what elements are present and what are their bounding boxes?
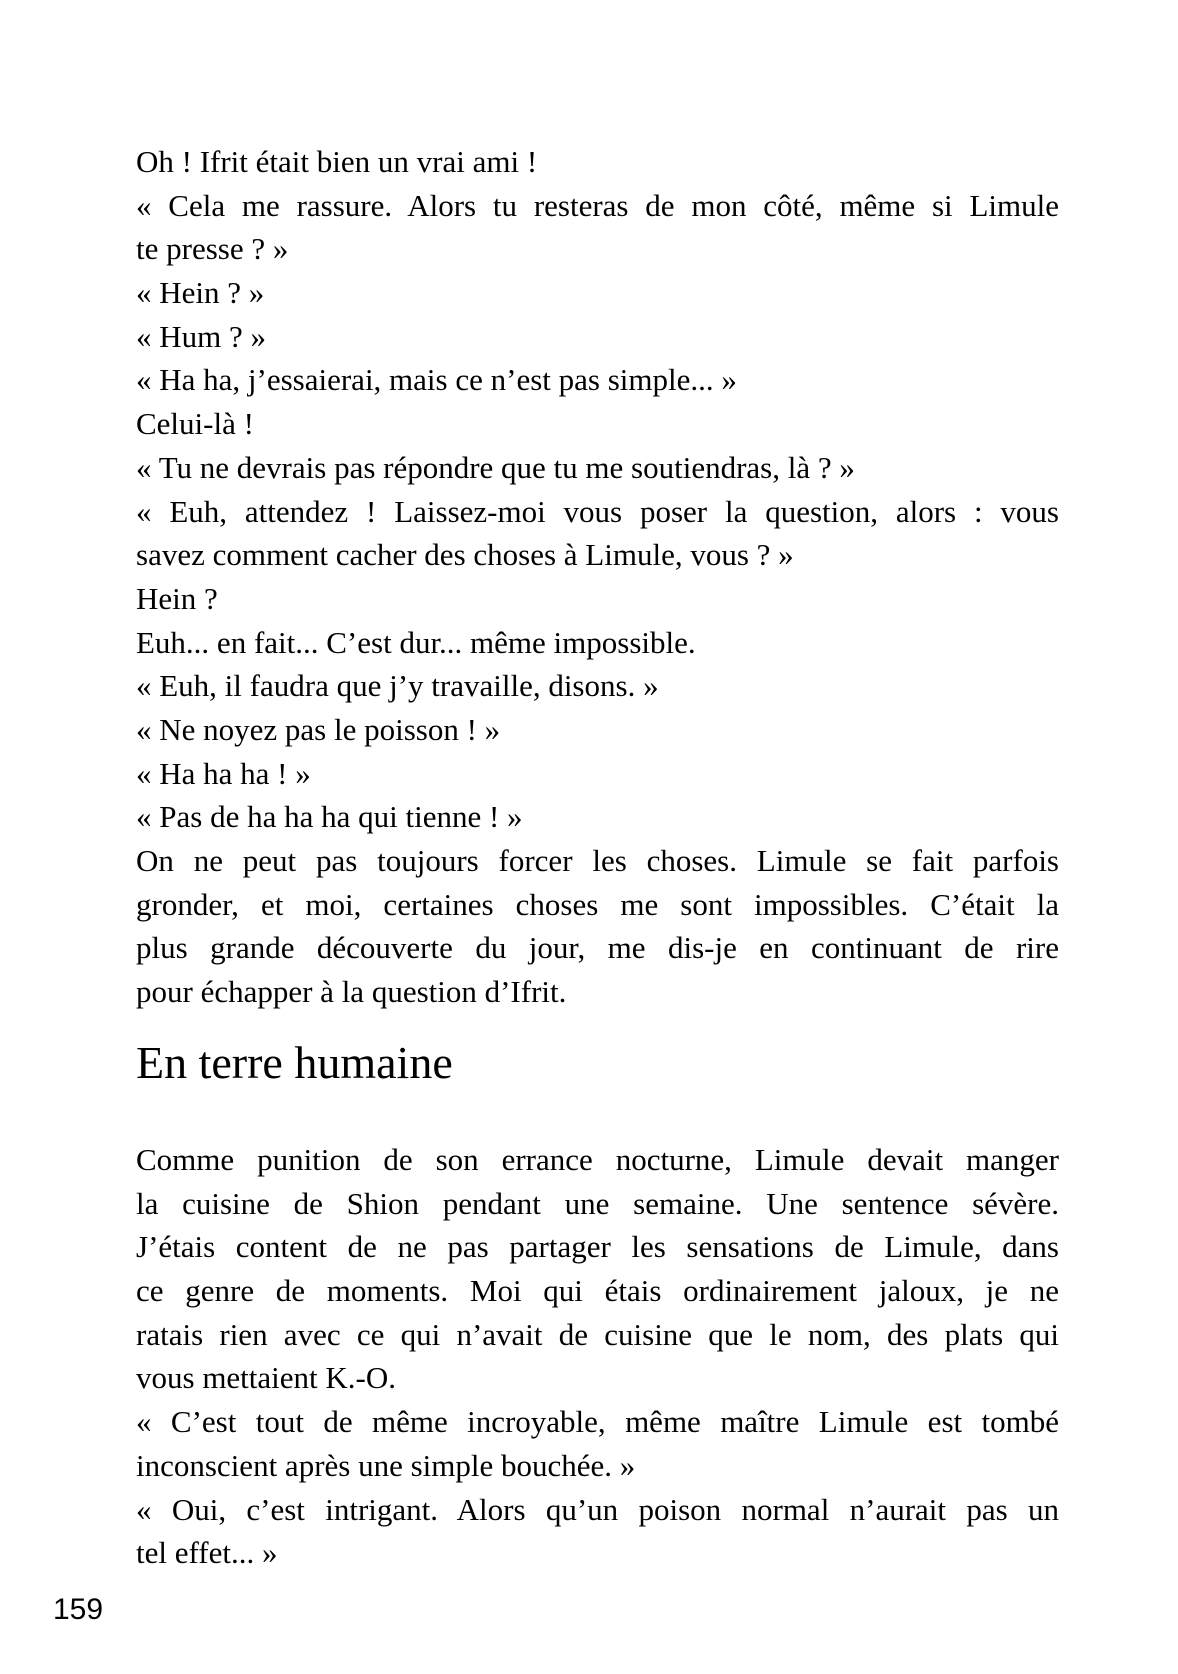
page-number: 159 <box>53 1593 104 1626</box>
text-line: ce genre de moments. Moi qui étais ordinairement jaloux, je ne <box>136 1273 1059 1309</box>
text-line: « Hum ? » <box>136 318 267 354</box>
text-line: « Ne noyez pas le poisson ! » <box>136 711 501 747</box>
text-line: Oh ! Ifrit était bien un vrai ami ! <box>136 144 538 179</box>
text-line: « Euh, attendez ! Laissez-moi vous poser la question, alors : vous <box>136 493 1059 529</box>
text-line: « Hein ? » <box>136 275 265 311</box>
text-line: tel effet... » <box>136 1535 278 1571</box>
text-line: vous mettaient K.-O. <box>136 1360 397 1396</box>
text-line: Euh... en fait... C’est dur... même impossible. <box>136 624 696 660</box>
text-line: « Euh, il faudra que j’y travaille, disons. » <box>136 668 659 704</box>
text-line: « C’est tout de même incroyable, même maître Limule est tombé <box>136 1404 1059 1440</box>
text-line: On ne peut pas toujours forcer les choses. Limule se fait parfois <box>136 843 1059 878</box>
paragraph-block-1 <box>136 140 1059 1014</box>
section-heading: En terre humaine <box>136 1037 453 1088</box>
text-line: te presse ? » <box>136 231 289 267</box>
paragraph-block-2 <box>136 1138 1059 1575</box>
text-line: Hein ? <box>136 580 218 616</box>
text-line: « Ha ha ha ! » <box>136 755 311 791</box>
text-line: la cuisine de Shion pendant une semaine. Une sentence sévère. <box>136 1185 1059 1221</box>
text-line: « Ha ha, j’essaierai, mais ce n’est pas simple... » <box>136 362 737 398</box>
text-line: Celui-là ! <box>136 406 254 442</box>
text-line: « Oui, c’est intrigant. Alors qu’un poison normal n’aurait pas un <box>136 1491 1059 1527</box>
text-line: « Pas de ha ha ha qui tienne ! » <box>136 799 523 835</box>
text-line: inconscient après une simple bouchée. » <box>136 1447 636 1483</box>
text-line: gronder, et moi, certaines choses me sont impossibles. C’était la <box>136 886 1059 922</box>
text-line: plus grande découverte du jour, me dis-je en continuant de rire <box>136 930 1059 966</box>
text-line: « Cela me rassure. Alors tu resteras de mon côté, même si Limule <box>136 187 1059 223</box>
text-line: pour échapper à la question d’Ifrit. <box>136 974 567 1010</box>
text-line: « Tu ne devrais pas répondre que tu me soutiendras, là ? » <box>136 449 855 485</box>
text-line: savez comment cacher des choses à Limule, vous ? » <box>136 537 794 573</box>
text-line: ratais rien avec ce qui n’avait de cuisine que le nom, des plats qui <box>136 1316 1059 1352</box>
text-line: J’étais content de ne pas partager les sensations de Limule, dans <box>136 1229 1059 1265</box>
text-line: Comme punition de son errance nocturne, Limule devait manger <box>136 1142 1059 1177</box>
